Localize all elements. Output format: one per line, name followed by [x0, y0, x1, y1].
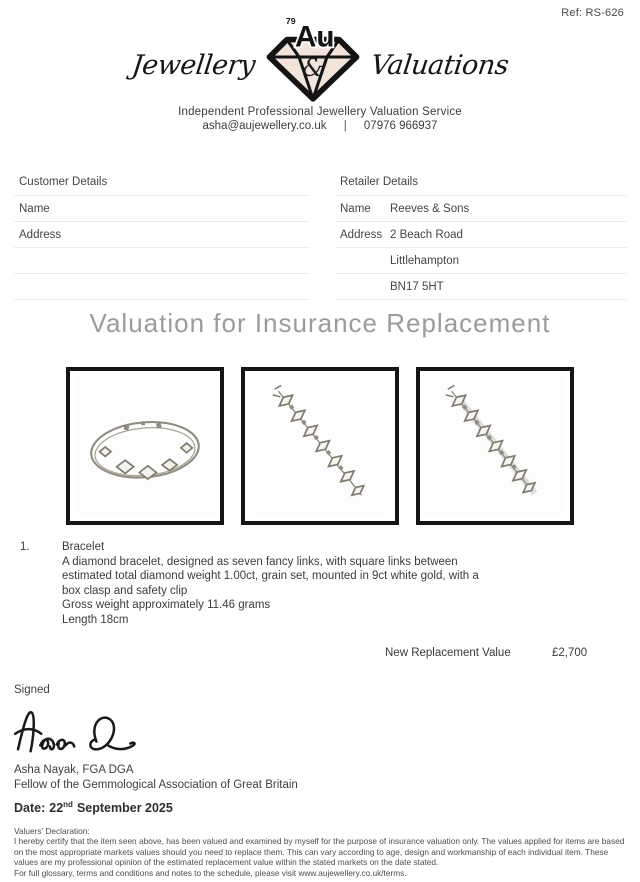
item-description-line: Length 18cm	[62, 613, 129, 626]
bracelet-photo-diagonal-1	[250, 376, 390, 516]
valuer-credentials: Fellow of the Gemmological Association of Great Britain	[14, 779, 298, 791]
diamond-logo-icon	[259, 10, 367, 104]
retailer-address-row3	[335, 274, 627, 300]
contact-separator: |	[343, 120, 347, 132]
item-photos	[66, 367, 574, 525]
reference-number: Ref: RS-626	[561, 7, 624, 19]
company-logo	[0, 10, 640, 104]
logo-atomic-number: 79	[285, 15, 296, 26]
retailer-address-row2	[335, 248, 627, 274]
item-number: 1.	[20, 541, 30, 553]
photo-frame	[241, 367, 399, 525]
retailer-address-label: Address	[340, 228, 383, 241]
contact-phone: 07976 966937	[363, 120, 438, 132]
retailer-details-header	[335, 168, 627, 196]
bracelet-photo-diagonal-2	[425, 376, 565, 516]
item-entry	[20, 540, 479, 628]
photo-frame	[66, 367, 224, 525]
item-description-line: A diamond bracelet, designed as seven fancy links, with square links between	[62, 555, 458, 568]
bracelet-diagonal-shadow-icon	[425, 376, 565, 516]
declaration-title: Valuers' Declaration:	[14, 826, 90, 836]
retailer-details-section	[335, 168, 627, 300]
customer-empty-row	[14, 248, 310, 274]
bracelet-circular-icon	[75, 376, 215, 516]
customer-details-title: Customer Details	[19, 175, 108, 188]
contact-email: asha@aujewellery.co.uk	[202, 120, 327, 132]
bracelet-photo-circular	[75, 376, 215, 516]
item-description-line: Gross weight approximately 11.46 grams	[62, 599, 271, 612]
retailer-address-line3: BN17 5HT	[390, 280, 444, 293]
declaration-footer: For full glossary, terms and conditions and notes to the schedule, please visit www.aujewellery.co.uk/terms.	[14, 867, 407, 878]
bracelet-diagonal-icon	[250, 376, 390, 516]
customer-empty-row	[14, 274, 310, 300]
customer-details-section	[14, 168, 310, 300]
customer-name-label: Name	[19, 202, 50, 215]
valuer-signature	[10, 699, 148, 759]
item-details	[62, 540, 479, 628]
item-description-line: estimated total diamond weight 1.00ct, grain set, mounted in 9ct white gold, with a	[62, 570, 479, 583]
replacement-value-amount: £2,700	[552, 647, 588, 659]
retailer-address-row	[335, 222, 627, 248]
item-title: Bracelet	[62, 541, 105, 553]
customer-name-row	[14, 196, 310, 222]
tagline: Independent Professional Jewellery Valuation Service	[178, 106, 462, 118]
declaration-body: I hereby certify that the item seen above, has been valued and examined by myself for the purpose of insurance valuation only. The values applied for items are based on the most appropriate markets values should you need to replace them. This can vary according to age, design and workmanship of each individual item. These values are my professional opinion of the estimated replacement value within the stated markets on the date stated.	[14, 836, 625, 868]
retailer-name-label: Name	[340, 202, 371, 215]
logo-jewellery-text: Jewellery	[130, 50, 257, 81]
date-rest: September 2025	[76, 801, 173, 816]
customer-address-label: Address	[19, 228, 62, 241]
date-day: 22	[49, 801, 64, 816]
logo-valuations-text: Valuations	[368, 50, 510, 81]
retailer-address-line2: Littlehampton	[390, 254, 460, 267]
logo-ampersand: &	[301, 53, 324, 83]
contact-line	[0, 120, 640, 132]
date-label: Date:	[14, 801, 46, 816]
item-description-line: box clasp and safety clip	[62, 584, 188, 597]
document-title: Valuation for Insurance Replacement	[89, 308, 551, 338]
retailer-address-line1: 2 Beach Road	[390, 228, 463, 241]
valuers-declaration	[14, 826, 628, 878]
date-line	[14, 800, 173, 815]
replacement-value-label: New Replacement Value	[385, 647, 511, 659]
retailer-name-value: Reeves & Sons	[390, 202, 470, 215]
date-ordinal: nd	[63, 800, 73, 809]
logo-au-symbol: Au	[294, 20, 335, 54]
signed-label: Signed	[14, 684, 50, 696]
retailer-name-row	[335, 196, 627, 222]
customer-address-row	[14, 222, 310, 248]
retailer-details-title: Retailer Details	[340, 175, 418, 188]
customer-details-header	[14, 168, 310, 196]
valuer-name: Asha Nayak, FGA DGA	[14, 764, 134, 776]
photo-frame	[416, 367, 574, 525]
